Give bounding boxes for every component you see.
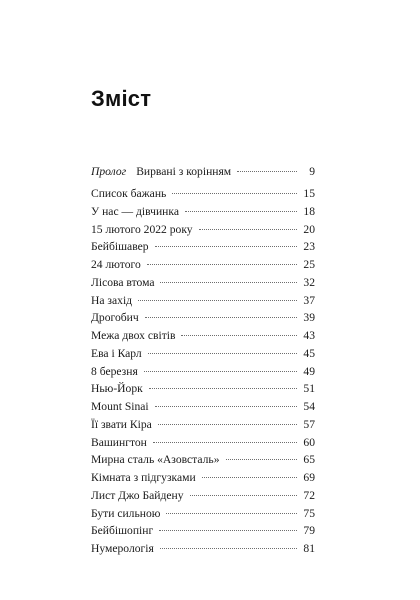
toc-entry bbox=[91, 292, 315, 310]
dot-leader bbox=[147, 264, 297, 265]
dot-leader bbox=[155, 246, 297, 247]
dot-leader bbox=[149, 388, 297, 389]
toc-entry bbox=[91, 185, 315, 203]
toc-entry bbox=[91, 363, 315, 381]
toc-page-number: 45 bbox=[303, 346, 315, 360]
dot-leader bbox=[159, 530, 297, 531]
toc-page-number: 18 bbox=[303, 204, 315, 218]
toc-entry-title: 15 лютого 2022 року bbox=[91, 222, 193, 236]
toc-entry-title: Список бажань bbox=[91, 187, 167, 200]
toc-page-number: 15 bbox=[303, 187, 315, 200]
toc-entry bbox=[91, 451, 315, 469]
toc-entry bbox=[91, 487, 315, 505]
toc-entry-prolog bbox=[91, 163, 315, 181]
dot-leader bbox=[155, 406, 297, 407]
toc-page-number: 51 bbox=[303, 382, 315, 396]
toc-heading: Зміст bbox=[91, 86, 152, 111]
toc-entry bbox=[91, 540, 315, 558]
toc-entry-title: Бути сильною bbox=[91, 506, 161, 520]
dot-leader bbox=[153, 442, 297, 443]
dot-leader bbox=[181, 335, 297, 336]
dot-leader bbox=[185, 211, 297, 212]
toc-entry-title: Дрогобич bbox=[91, 311, 139, 325]
toc-entry-title: 24 лютого bbox=[91, 258, 141, 271]
toc-page-number: 65 bbox=[303, 453, 315, 467]
toc-entry bbox=[91, 327, 315, 345]
dot-leader bbox=[166, 513, 297, 514]
dot-leader bbox=[148, 353, 297, 354]
toc-entry-title: Вашингтон bbox=[91, 435, 147, 449]
toc-prolog bbox=[91, 163, 315, 181]
toc-entry bbox=[91, 274, 315, 292]
dot-leader bbox=[172, 193, 297, 194]
toc-page-number: 57 bbox=[303, 417, 315, 431]
toc-page-number: 43 bbox=[303, 329, 315, 342]
dot-leader bbox=[158, 424, 297, 425]
toc-entry-title: На захід bbox=[91, 293, 133, 307]
dot-leader bbox=[160, 282, 297, 283]
toc-entry-title bbox=[91, 163, 231, 181]
toc-page-number: 60 bbox=[303, 435, 315, 449]
toc-entry bbox=[91, 434, 315, 452]
toc-entry-title: Кімната з підгузками bbox=[91, 471, 196, 484]
toc-page-number: 20 bbox=[303, 222, 315, 236]
toc-page-number: 75 bbox=[303, 506, 315, 520]
toc-page-number: 39 bbox=[303, 311, 315, 325]
toc-entry-title: Бейбішопінг bbox=[91, 524, 154, 538]
toc-entry-title: Межа двох світів bbox=[91, 329, 176, 342]
dot-leader bbox=[138, 300, 297, 301]
dot-leader bbox=[199, 229, 297, 230]
prolog-title: Вирвані з корінням bbox=[136, 165, 232, 178]
dot-leader bbox=[160, 548, 297, 549]
dot-leader bbox=[190, 495, 297, 496]
dot-leader bbox=[145, 317, 297, 318]
toc-entry bbox=[91, 380, 315, 398]
toc-page-number: 54 bbox=[303, 400, 315, 413]
toc-entry-title: Нью-Йорк bbox=[91, 382, 143, 396]
toc-page-number: 25 bbox=[303, 258, 315, 271]
toc-entry-title: Лісова втома bbox=[91, 275, 155, 289]
toc-entry-title: Бейбішавер bbox=[91, 240, 149, 254]
toc-page-number: 37 bbox=[303, 293, 315, 307]
dot-leader bbox=[237, 171, 297, 172]
toc-entry bbox=[91, 203, 315, 221]
toc-entry-title: Mount Sinai bbox=[91, 400, 149, 413]
toc-page-number: 32 bbox=[303, 275, 315, 289]
toc-entry-title: 8 березня bbox=[91, 364, 138, 378]
toc-entry bbox=[91, 256, 315, 274]
toc-entry bbox=[91, 221, 315, 239]
toc-page-number: 72 bbox=[303, 488, 315, 502]
toc-entry bbox=[91, 522, 315, 540]
toc-entry bbox=[91, 398, 315, 416]
toc-entry-title: Мирна сталь «Азовсталь» bbox=[91, 453, 220, 467]
toc-page-number: 69 bbox=[303, 471, 315, 484]
toc-entry-title: Лист Джо Байдену bbox=[91, 488, 184, 502]
toc-entry bbox=[91, 309, 315, 327]
toc-entry-title: Ева і Карл bbox=[91, 346, 142, 360]
toc-page-number: 49 bbox=[303, 364, 315, 378]
toc-page-number: 81 bbox=[303, 542, 315, 555]
toc-page-number: 9 bbox=[309, 165, 315, 178]
dot-leader bbox=[144, 371, 297, 372]
toc-entry bbox=[91, 345, 315, 363]
toc-entry bbox=[91, 238, 315, 256]
dot-leader bbox=[226, 459, 298, 460]
toc-page-number: 79 bbox=[303, 524, 315, 538]
toc-entry-title: Нумерологія bbox=[91, 542, 154, 555]
toc-entry-title: Її звати Кіра bbox=[91, 417, 152, 431]
toc-entry bbox=[91, 505, 315, 523]
toc-entry bbox=[91, 416, 315, 434]
toc-list bbox=[91, 185, 315, 558]
toc-entry bbox=[91, 469, 315, 487]
toc-entry-title: У нас — дівчинка bbox=[91, 204, 179, 218]
dot-leader bbox=[202, 477, 297, 478]
toc-page-number: 23 bbox=[303, 240, 315, 254]
prolog-prefix: Пролог bbox=[91, 165, 127, 178]
